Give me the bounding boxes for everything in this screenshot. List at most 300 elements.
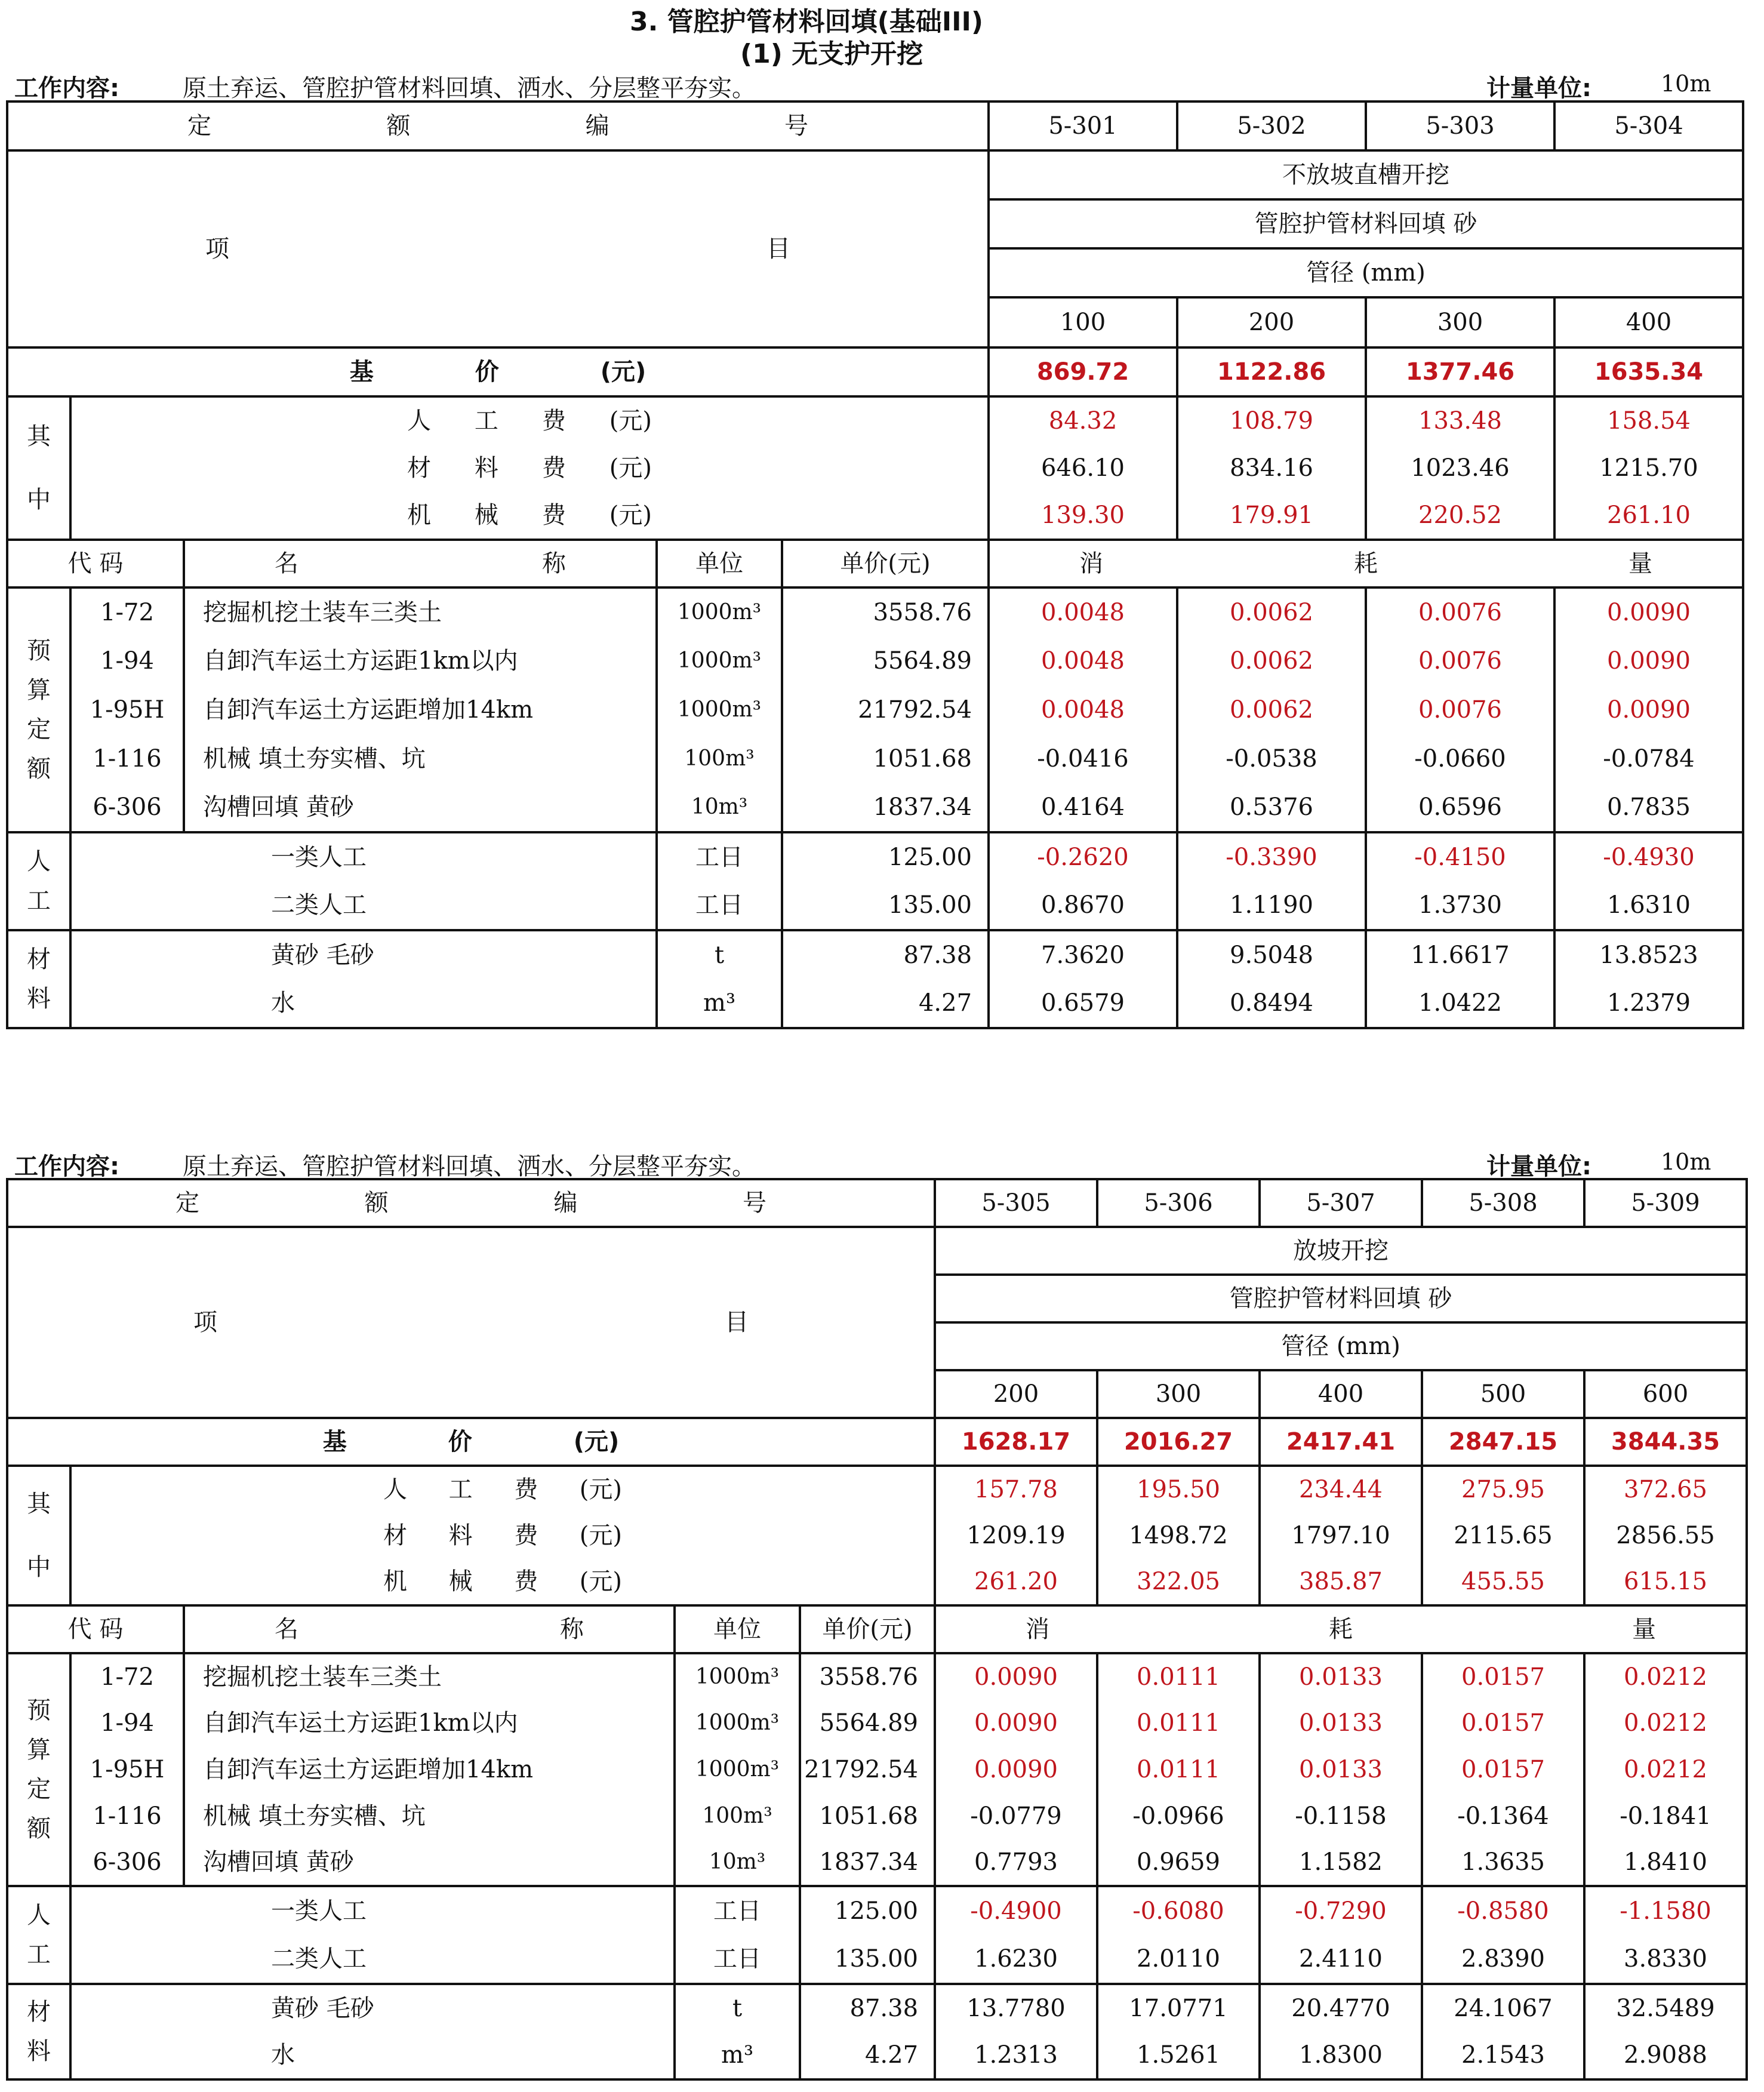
- budget-unit: 1000m³: [657, 685, 782, 734]
- budget-price: 1837.34: [782, 783, 989, 832]
- cost-label-char: 费: [541, 407, 566, 435]
- quota-header-char: 定: [187, 112, 211, 140]
- budget-consumption: 0.0090: [1554, 636, 1743, 685]
- item-header-char: 项: [205, 235, 229, 263]
- budget-consumption: 0.0076: [1366, 685, 1554, 734]
- cost-label: [70, 492, 989, 540]
- base-price-char: 价: [475, 358, 499, 386]
- budget-name: 自卸汽车运土方运距1km以内: [184, 636, 657, 685]
- budget-consumption: -0.0660: [1366, 734, 1554, 783]
- pipe-diameter: 500: [1422, 1370, 1584, 1418]
- cost-value: 1215.70: [1554, 444, 1743, 492]
- work-content-label: 工作内容:: [14, 1153, 119, 1180]
- material-group-char: 料: [27, 985, 51, 1013]
- cost-value: 261.10: [1554, 492, 1743, 540]
- labor-consumption: 0.8670: [989, 881, 1177, 930]
- base-price-value: 2847.15: [1422, 1418, 1584, 1466]
- cost-value: 195.50: [1097, 1466, 1260, 1512]
- labor-unit: 工日: [675, 1886, 800, 1935]
- budget-consumption: 0.0090: [935, 1653, 1097, 1700]
- labor-group-label: [7, 1886, 70, 1984]
- budget-name: 自卸汽车运土方运距增加14km: [184, 685, 657, 734]
- base-price-char: 基: [322, 1428, 347, 1456]
- breakdown-group-char: 其: [27, 423, 51, 450]
- breakdown-group-label: [7, 1466, 70, 1605]
- pipe-diameter: 300: [1097, 1370, 1260, 1418]
- cost-value: 322.05: [1097, 1559, 1260, 1605]
- budget-code: 1-72: [70, 587, 184, 636]
- cost-label-char: (元): [579, 1476, 622, 1503]
- base-price-value: 2417.41: [1260, 1418, 1422, 1466]
- budget-consumption: 0.9659: [1097, 1839, 1260, 1886]
- material-unit: m³: [675, 2032, 800, 2079]
- material-price: 87.38: [782, 930, 989, 979]
- quota-number-header: [7, 1179, 935, 1227]
- labor-group-label: [7, 832, 70, 930]
- work-content-text: 原土弃运、管腔护管材料回填、洒水、分层整平夯实。: [183, 1153, 756, 1180]
- cost-label-char: 费: [514, 1568, 538, 1595]
- labor-price: 135.00: [800, 1935, 935, 1984]
- material-name: 黄砂 毛砂: [70, 1984, 675, 2032]
- cost-value: 157.78: [935, 1466, 1097, 1512]
- backfill-material: 管腔护管材料回填 砂: [935, 1275, 1747, 1322]
- budget-consumption: 0.0157: [1422, 1746, 1584, 1793]
- cost-value: 372.65: [1584, 1466, 1747, 1512]
- backfill-material: 管腔护管材料回填 砂: [989, 199, 1743, 248]
- budget-price: 1051.68: [800, 1793, 935, 1839]
- cost-value: 133.48: [1366, 396, 1554, 444]
- budget-unit: 10m³: [675, 1839, 800, 1886]
- consumption-header-char: 消: [1079, 550, 1104, 577]
- pipe-diameter: 600: [1584, 1370, 1747, 1418]
- budget-unit: 10m³: [657, 783, 782, 832]
- budget-group-label: [7, 587, 70, 832]
- breakdown-group-char: 中: [27, 1553, 51, 1581]
- labor-consumption: 2.8390: [1422, 1935, 1584, 1984]
- price-column-header: 单价(元): [800, 1605, 935, 1653]
- consumption-header-char: 耗: [1329, 1616, 1353, 1643]
- quota-table-2: [6, 1178, 1748, 2081]
- name-header-char: 名: [275, 550, 298, 577]
- budget-consumption: 0.0157: [1422, 1653, 1584, 1700]
- budget-name: 自卸汽车运土方运距1km以内: [184, 1700, 675, 1746]
- budget-consumption: 0.0157: [1422, 1700, 1584, 1746]
- budget-name: 沟槽回填 黄砂: [184, 783, 657, 832]
- material-consumption: 1.2313: [935, 2032, 1097, 2079]
- budget-name: 机械 填土夯实槽、坑: [184, 1793, 675, 1839]
- pipe-diameter: 400: [1554, 297, 1743, 347]
- budget-code: 1-95H: [70, 685, 184, 734]
- material-unit: t: [657, 930, 782, 979]
- budget-consumption: 0.0212: [1584, 1653, 1747, 1700]
- section-subtitle: (1) 无支护开挖: [740, 39, 923, 69]
- material-consumption: 0.6579: [989, 979, 1177, 1028]
- labor-consumption: 3.8330: [1584, 1935, 1747, 1984]
- work-content-label: 工作内容:: [14, 75, 119, 102]
- budget-consumption: -0.1158: [1260, 1793, 1422, 1839]
- labor-unit: 工日: [675, 1935, 800, 1984]
- section-title: 3. 管腔护管材料回填(基础III): [630, 7, 983, 37]
- cost-value: 139.30: [989, 492, 1177, 540]
- budget-consumption: 0.0062: [1177, 636, 1366, 685]
- cost-value: 385.87: [1260, 1559, 1422, 1605]
- budget-consumption: 0.7793: [935, 1839, 1097, 1886]
- labor-consumption: -0.6080: [1097, 1886, 1260, 1935]
- cost-label: [70, 1512, 935, 1559]
- base-price-label: [7, 1418, 935, 1466]
- budget-consumption: -0.0966: [1097, 1793, 1260, 1839]
- budget-consumption: 0.0090: [935, 1746, 1097, 1793]
- budget-code: 1-94: [70, 636, 184, 685]
- budget-group-label: [7, 1653, 70, 1886]
- cost-label-char: 工: [474, 407, 498, 435]
- budget-consumption: 0.0076: [1366, 636, 1554, 685]
- base-price-char: 价: [448, 1428, 472, 1456]
- material-group-char: 料: [27, 2038, 51, 2065]
- labor-unit: 工日: [657, 832, 782, 881]
- quota-header-char: 编: [553, 1189, 578, 1217]
- budget-consumption: 0.0048: [989, 636, 1177, 685]
- labor-consumption: -0.4150: [1366, 832, 1554, 881]
- labor-consumption: -0.4900: [935, 1886, 1097, 1935]
- cost-label-char: 费: [514, 1522, 538, 1549]
- budget-consumption: 0.0062: [1177, 587, 1366, 636]
- base-price-value: 1377.46: [1366, 347, 1554, 396]
- material-consumption: 1.5261: [1097, 2032, 1260, 2079]
- budget-consumption: 0.0133: [1260, 1653, 1422, 1700]
- code-column-header: 代 码: [7, 540, 184, 587]
- item-header-char: 项: [193, 1309, 217, 1336]
- base-price-value: 1628.17: [935, 1418, 1097, 1466]
- cost-label-char: (元): [609, 407, 652, 435]
- cost-label-char: 工: [448, 1476, 473, 1503]
- cost-value: 2115.65: [1422, 1512, 1584, 1559]
- quota-code: 5-303: [1366, 101, 1554, 150]
- budget-group-char: 定: [27, 716, 51, 743]
- budget-group-char: 算: [27, 676, 51, 704]
- unit-value: 10m: [1661, 1149, 1711, 1175]
- item-header: [7, 1227, 935, 1418]
- cost-value: 1797.10: [1260, 1512, 1422, 1559]
- cost-value: 220.52: [1366, 492, 1554, 540]
- budget-group-char: 预: [27, 637, 51, 664]
- budget-group-char: 额: [27, 1815, 51, 1842]
- budget-price: 1837.34: [800, 1839, 935, 1886]
- budget-name: 机械 填土夯实槽、坑: [184, 734, 657, 783]
- material-consumption: 13.8523: [1554, 930, 1743, 979]
- labor-group-char: 人: [27, 848, 51, 875]
- budget-unit: 1000m³: [675, 1746, 800, 1793]
- labor-consumption: -1.1580: [1584, 1886, 1747, 1935]
- material-name: 水: [70, 979, 657, 1028]
- name-header-char: 名: [275, 1616, 298, 1643]
- cost-label-char: 人: [407, 407, 431, 435]
- code-column-header: 代 码: [7, 1605, 184, 1653]
- quota-header-char: 号: [784, 112, 808, 140]
- quota-header-char: 编: [585, 112, 609, 140]
- cost-label: [70, 1466, 935, 1512]
- excavation-type: 不放坡直槽开挖: [989, 150, 1743, 199]
- cost-label: [70, 1559, 935, 1605]
- labor-consumption: -0.2620: [989, 832, 1177, 881]
- budget-price: 5564.89: [782, 636, 989, 685]
- quota-header-char: 额: [364, 1189, 389, 1217]
- budget-price: 21792.54: [782, 685, 989, 734]
- budget-consumption: 0.0090: [1554, 685, 1743, 734]
- quota-code: 5-302: [1177, 101, 1366, 150]
- item-header-char: 目: [725, 1309, 749, 1336]
- budget-consumption: 0.0076: [1366, 587, 1554, 636]
- budget-consumption: 0.0062: [1177, 685, 1366, 734]
- budget-consumption: -0.1364: [1422, 1793, 1584, 1839]
- pipe-diameter-label: 管径 (mm): [989, 248, 1743, 297]
- quota-header-char: 额: [386, 112, 411, 140]
- unit-label: 计量单位:: [1486, 1153, 1591, 1180]
- cost-label: [70, 396, 989, 444]
- consumption-header: [989, 540, 1743, 587]
- breakdown-group-char: 其: [27, 1490, 51, 1518]
- budget-consumption: 0.0133: [1260, 1746, 1422, 1793]
- labor-unit: 工日: [657, 881, 782, 930]
- material-name: 水: [70, 2032, 675, 2079]
- budget-name: 挖掘机挖土装车三类土: [184, 1653, 675, 1700]
- pipe-diameter: 200: [935, 1370, 1097, 1418]
- name-column-header: [184, 1605, 675, 1653]
- budget-consumption: -0.0779: [935, 1793, 1097, 1839]
- material-consumption: 9.5048: [1177, 930, 1366, 979]
- breakdown-group-char: 中: [27, 486, 51, 513]
- material-unit: m³: [657, 979, 782, 1028]
- budget-name: 挖掘机挖土装车三类土: [184, 587, 657, 636]
- material-consumption: 1.2379: [1554, 979, 1743, 1028]
- quota-code: 5-308: [1422, 1179, 1584, 1227]
- budget-code: 6-306: [70, 1839, 184, 1886]
- budget-consumption: -0.0416: [989, 734, 1177, 783]
- cost-value: 1023.46: [1366, 444, 1554, 492]
- excavation-type: 放坡开挖: [935, 1227, 1747, 1275]
- cost-value: 2856.55: [1584, 1512, 1747, 1559]
- budget-price: 1051.68: [782, 734, 989, 783]
- material-group-label: [7, 1984, 70, 2079]
- cost-label-char: 机: [383, 1568, 407, 1595]
- base-price-value: 3844.35: [1584, 1418, 1747, 1466]
- labor-name: 二类人工: [70, 881, 657, 930]
- unit-value: 10m: [1661, 70, 1711, 97]
- budget-consumption: 0.0212: [1584, 1746, 1747, 1793]
- labor-consumption: 2.4110: [1260, 1935, 1422, 1984]
- pipe-diameter: 300: [1366, 297, 1554, 347]
- budget-consumption: -0.0784: [1554, 734, 1743, 783]
- budget-code: 6-306: [70, 783, 184, 832]
- cost-value: 1209.19: [935, 1512, 1097, 1559]
- budget-group-char: 定: [27, 1776, 51, 1803]
- budget-unit: 100m³: [657, 734, 782, 783]
- pipe-diameter-label: 管径 (mm): [935, 1322, 1747, 1370]
- budget-name: 沟槽回填 黄砂: [184, 1839, 675, 1886]
- material-consumption: 17.0771: [1097, 1984, 1260, 2032]
- cost-value: 834.16: [1177, 444, 1366, 492]
- budget-consumption: 0.0212: [1584, 1700, 1747, 1746]
- base-price-unit: (元): [573, 1428, 620, 1456]
- cost-label-char: 费: [541, 502, 566, 529]
- cost-label-char: 人: [383, 1476, 407, 1503]
- budget-consumption: 0.4164: [989, 783, 1177, 832]
- labor-consumption: 1.1190: [1177, 881, 1366, 930]
- cost-value: 646.10: [989, 444, 1177, 492]
- budget-unit: 100m³: [675, 1793, 800, 1839]
- budget-consumption: 0.7835: [1554, 783, 1743, 832]
- budget-unit: 1000m³: [675, 1653, 800, 1700]
- cost-label-char: 机: [407, 502, 431, 529]
- labor-group-char: 工: [27, 887, 51, 915]
- consumption-header-char: 量: [1628, 550, 1653, 577]
- budget-consumption: 0.0133: [1260, 1700, 1422, 1746]
- labor-consumption: 1.6310: [1554, 881, 1743, 930]
- budget-name: 自卸汽车运土方运距增加14km: [184, 1746, 675, 1793]
- material-consumption: 0.8494: [1177, 979, 1366, 1028]
- base-price-char: 基: [349, 358, 374, 386]
- cost-value: 1498.72: [1097, 1512, 1260, 1559]
- budget-code: 1-72: [70, 1653, 184, 1700]
- budget-code: 1-94: [70, 1700, 184, 1746]
- budget-consumption: 0.0048: [989, 587, 1177, 636]
- cost-value: 234.44: [1260, 1466, 1422, 1512]
- labor-name: 二类人工: [70, 1935, 675, 1984]
- material-consumption: 11.6617: [1366, 930, 1554, 979]
- material-group-char: 材: [27, 1998, 51, 2026]
- cost-label-char: 料: [448, 1522, 473, 1549]
- budget-consumption: 0.0090: [935, 1700, 1097, 1746]
- budget-price: 5564.89: [800, 1700, 935, 1746]
- budget-code: 1-116: [70, 734, 184, 783]
- labor-consumption: -0.4930: [1554, 832, 1743, 881]
- budget-consumption: 0.6596: [1366, 783, 1554, 832]
- budget-consumption: -0.1841: [1584, 1793, 1747, 1839]
- material-consumption: 2.1543: [1422, 2032, 1584, 2079]
- pipe-diameter: 400: [1260, 1370, 1422, 1418]
- work-content-text: 原土弃运、管腔护管材料回填、洒水、分层整平夯实。: [183, 75, 756, 102]
- base-price-value: 2016.27: [1097, 1418, 1260, 1466]
- budget-price: 21792.54: [800, 1746, 935, 1793]
- cost-label-char: 械: [474, 502, 498, 529]
- budget-consumption: 0.0111: [1097, 1746, 1260, 1793]
- base-price-value: 1635.34: [1554, 347, 1743, 396]
- budget-unit: 1000m³: [657, 636, 782, 685]
- cost-label-char: 材: [383, 1522, 407, 1549]
- base-price-value: 869.72: [989, 347, 1177, 396]
- cost-value: 615.15: [1584, 1559, 1747, 1605]
- quota-code: 5-301: [989, 101, 1177, 150]
- quota-code: 5-307: [1260, 1179, 1422, 1227]
- unit-column-header: 单位: [675, 1605, 800, 1653]
- labor-name: 一类人工: [70, 1886, 675, 1935]
- base-price-value: 1122.86: [1177, 347, 1366, 396]
- consumption-header-char: 消: [1026, 1616, 1050, 1643]
- quota-table-1: [6, 100, 1744, 1029]
- base-price-unit: (元): [600, 358, 647, 386]
- budget-code: 1-116: [70, 1793, 184, 1839]
- labor-name: 一类人工: [70, 832, 657, 881]
- budget-consumption: 0.0048: [989, 685, 1177, 734]
- budget-unit: 1000m³: [675, 1700, 800, 1746]
- budget-consumption: 0.5376: [1177, 783, 1366, 832]
- consumption-header-char: 量: [1632, 1616, 1657, 1643]
- material-consumption: 7.3620: [989, 930, 1177, 979]
- item-header-char: 目: [766, 235, 791, 263]
- material-name: 黄砂 毛砂: [70, 930, 657, 979]
- budget-consumption: 1.1582: [1260, 1839, 1422, 1886]
- price-column-header: 单价(元): [782, 540, 989, 587]
- cost-value: 261.20: [935, 1559, 1097, 1605]
- cost-value: 455.55: [1422, 1559, 1584, 1605]
- cost-label-char: (元): [579, 1568, 622, 1595]
- consumption-header: [935, 1605, 1747, 1653]
- quota-number-header: [7, 101, 989, 150]
- labor-group-char: 人: [27, 1902, 51, 1929]
- name-column-header: [184, 540, 657, 587]
- breakdown-group-label: [7, 396, 70, 540]
- budget-group-char: 算: [27, 1736, 51, 1764]
- budget-consumption: -0.0538: [1177, 734, 1366, 783]
- labor-consumption: 1.3730: [1366, 881, 1554, 930]
- labor-consumption: 1.6230: [935, 1935, 1097, 1984]
- material-consumption: 1.8300: [1260, 2032, 1422, 2079]
- labor-consumption: 2.0110: [1097, 1935, 1260, 1984]
- budget-consumption: 0.0111: [1097, 1700, 1260, 1746]
- budget-consumption: 1.3635: [1422, 1839, 1584, 1886]
- cost-value: 84.32: [989, 396, 1177, 444]
- budget-price: 3558.76: [800, 1653, 935, 1700]
- labor-group-char: 工: [27, 1941, 51, 1968]
- cost-label-char: 材: [407, 454, 431, 482]
- material-consumption: 1.0422: [1366, 979, 1554, 1028]
- material-unit: t: [675, 1984, 800, 2032]
- labor-consumption: -0.7290: [1260, 1886, 1422, 1935]
- cost-label-char: (元): [579, 1522, 622, 1549]
- quota-code: 5-304: [1554, 101, 1743, 150]
- material-group-char: 材: [27, 946, 51, 973]
- budget-consumption: 0.0090: [1554, 587, 1743, 636]
- quota-code: 5-309: [1584, 1179, 1747, 1227]
- material-consumption: 13.7780: [935, 1984, 1097, 2032]
- name-header-char: 称: [560, 1616, 584, 1643]
- base-price-label: [7, 347, 989, 396]
- quota-header-char: 定: [176, 1189, 199, 1217]
- budget-unit: 1000m³: [657, 587, 782, 636]
- cost-value: 179.91: [1177, 492, 1366, 540]
- cost-label-char: 械: [448, 1568, 473, 1595]
- cost-value: 108.79: [1177, 396, 1366, 444]
- material-price: 4.27: [782, 979, 989, 1028]
- pipe-diameter: 100: [989, 297, 1177, 347]
- material-price: 4.27: [800, 2032, 935, 2079]
- unit-column-header: 单位: [657, 540, 782, 587]
- material-price: 87.38: [800, 1984, 935, 2032]
- material-consumption: 24.1067: [1422, 1984, 1584, 2032]
- labor-consumption: -0.8580: [1422, 1886, 1584, 1935]
- material-consumption: 20.4770: [1260, 1984, 1422, 2032]
- cost-label: [70, 444, 989, 492]
- budget-consumption: 1.8410: [1584, 1839, 1747, 1886]
- labor-consumption: -0.3390: [1177, 832, 1366, 881]
- cost-label-char: 费: [541, 454, 566, 482]
- pipe-diameter: 200: [1177, 297, 1366, 347]
- budget-group-char: 额: [27, 755, 51, 783]
- budget-code: 1-95H: [70, 1746, 184, 1793]
- budget-group-char: 预: [27, 1697, 51, 1724]
- cost-value: 158.54: [1554, 396, 1743, 444]
- quota-code: 5-306: [1097, 1179, 1260, 1227]
